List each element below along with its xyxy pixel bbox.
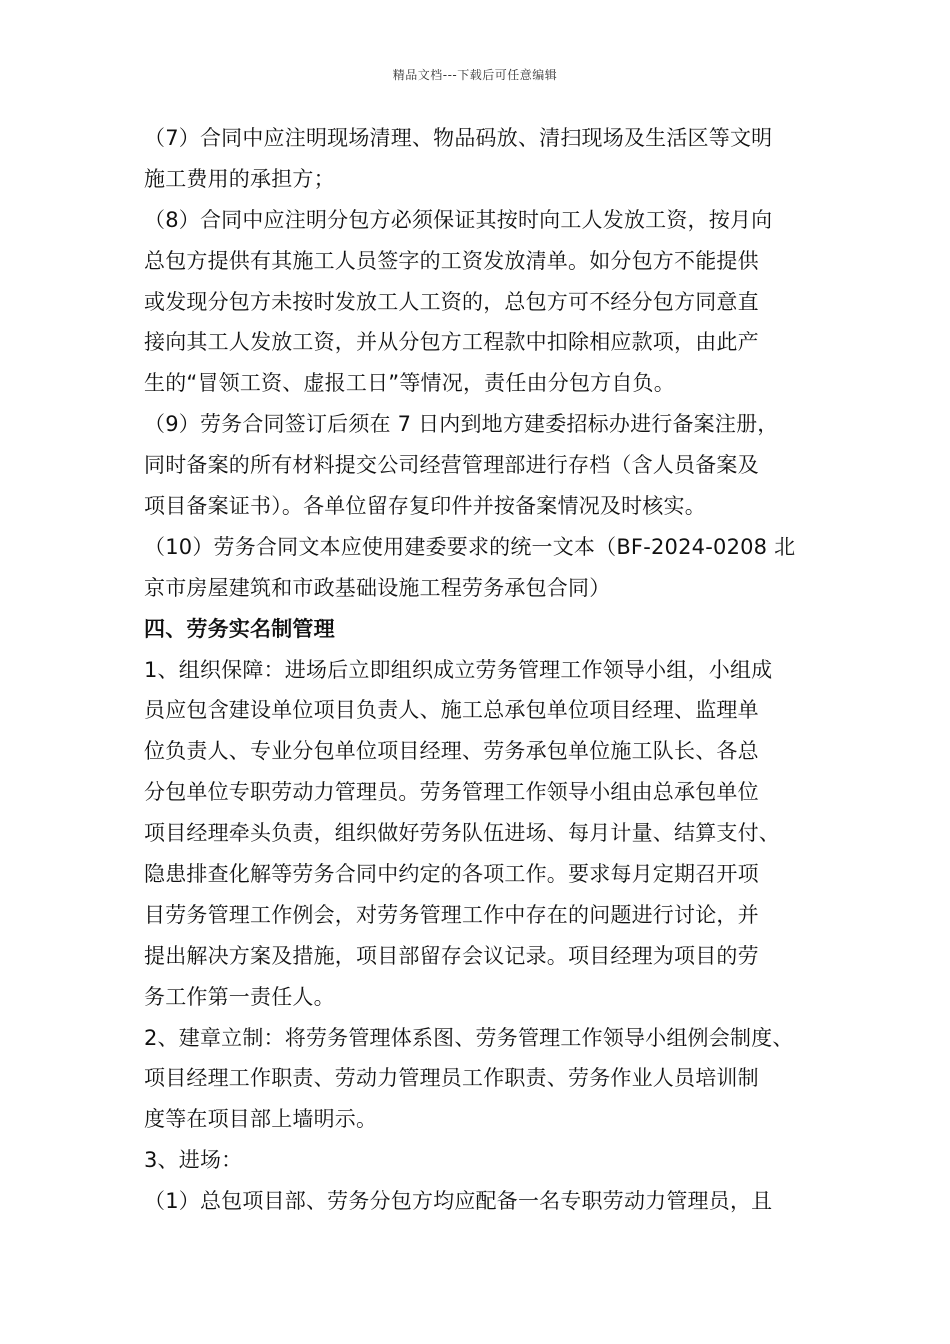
paragraph-line: 位负责人、专业分包单位项目经理、劳务承包单位施工队长、各总	[144, 739, 759, 764]
paragraph-line: 2、建章立制：将劳务管理体系图、劳务管理工作领导小组例会制度、	[144, 1025, 794, 1050]
paragraph-line: 生的“冒领工资、虚报工日”等情况，责任由分包方自负。	[144, 371, 675, 396]
paragraph-line: 项目经理工作职责、劳动力管理员工作职责、劳务作业人员培训制	[144, 1066, 759, 1091]
paragraph-line: 总包方提供有其施工人员签字的工资发放清单。如分包方不能提供	[144, 248, 759, 273]
paragraph-line: （10）劳务合同文本应使用建委要求的统一文本（BF-2024-0208 北	[144, 534, 796, 559]
paragraph-line: 施工费用的承担方；	[144, 166, 335, 191]
paragraph-line: （7）合同中应注明现场清理、物品码放、清扫现场及生活区等文明	[144, 126, 773, 150]
paragraph-line: 度等在项目部上墙明示。	[144, 1107, 378, 1132]
paragraph-line: 隐患排查化解等劳务合同中约定的各项工作。要求每月定期召开项	[144, 862, 759, 887]
paragraph-line: （8）合同中应注明分包方必须保证其按时向工人发放工资，按月向	[144, 207, 773, 232]
paragraph-line: 同时备案的所有材料提交公司经营管理部进行存档（含人员备案及	[144, 453, 759, 478]
page-header: 精品文档---下载后可任意编辑	[392, 68, 558, 82]
document-body	[144, 118, 824, 1222]
paragraph-line: 提出解决方案及措施，项目部留存会议记录。项目经理为项目的劳	[144, 943, 759, 968]
paragraph-line: 目劳务管理工作例会，对劳务管理工作中存在的问题进行讨论，并	[144, 902, 759, 927]
paragraph-line: （1）总包项目部、劳务分包方均应配备一名专职劳动力管理员，且	[144, 1189, 773, 1214]
paragraph-line: 项目备案证书）。各单位留存复印件并按备案情况及时核实。	[144, 494, 706, 519]
paragraph-line: 分包单位专职劳动力管理员。劳务管理工作领导小组由总承包单位	[144, 780, 759, 805]
paragraph-line: （9）劳务合同签订后须在 7 日内到地方建委招标办进行备案注册，	[144, 412, 779, 437]
paragraph-line: 员应包含建设单位项目负责人、施工总承包单位项目经理、监理单	[144, 698, 759, 723]
paragraph-line: 务工作第一责任人。	[144, 984, 335, 1009]
section-heading: 四、劳务实名制管理	[144, 616, 335, 641]
paragraph-line: 京市房屋建筑和市政基础设施工程劳务承包合同）	[144, 575, 611, 600]
paragraph-line: 接向其工人发放工资，并从分包方工程款中扣除相应款项，由此产	[144, 330, 759, 355]
paragraph-line: 1、组织保障：进场后立即组织成立劳务管理工作领导小组，小组成	[144, 657, 773, 682]
paragraph-line: 3、进场：	[144, 1148, 243, 1173]
paragraph-line: 或发现分包方未按时发放工人工资的，总包方可不经分包方同意直	[144, 289, 759, 314]
paragraph-line: 项目经理牵头负责，组织做好劳务队伍进场、每月计量、结算支付、	[144, 821, 780, 846]
